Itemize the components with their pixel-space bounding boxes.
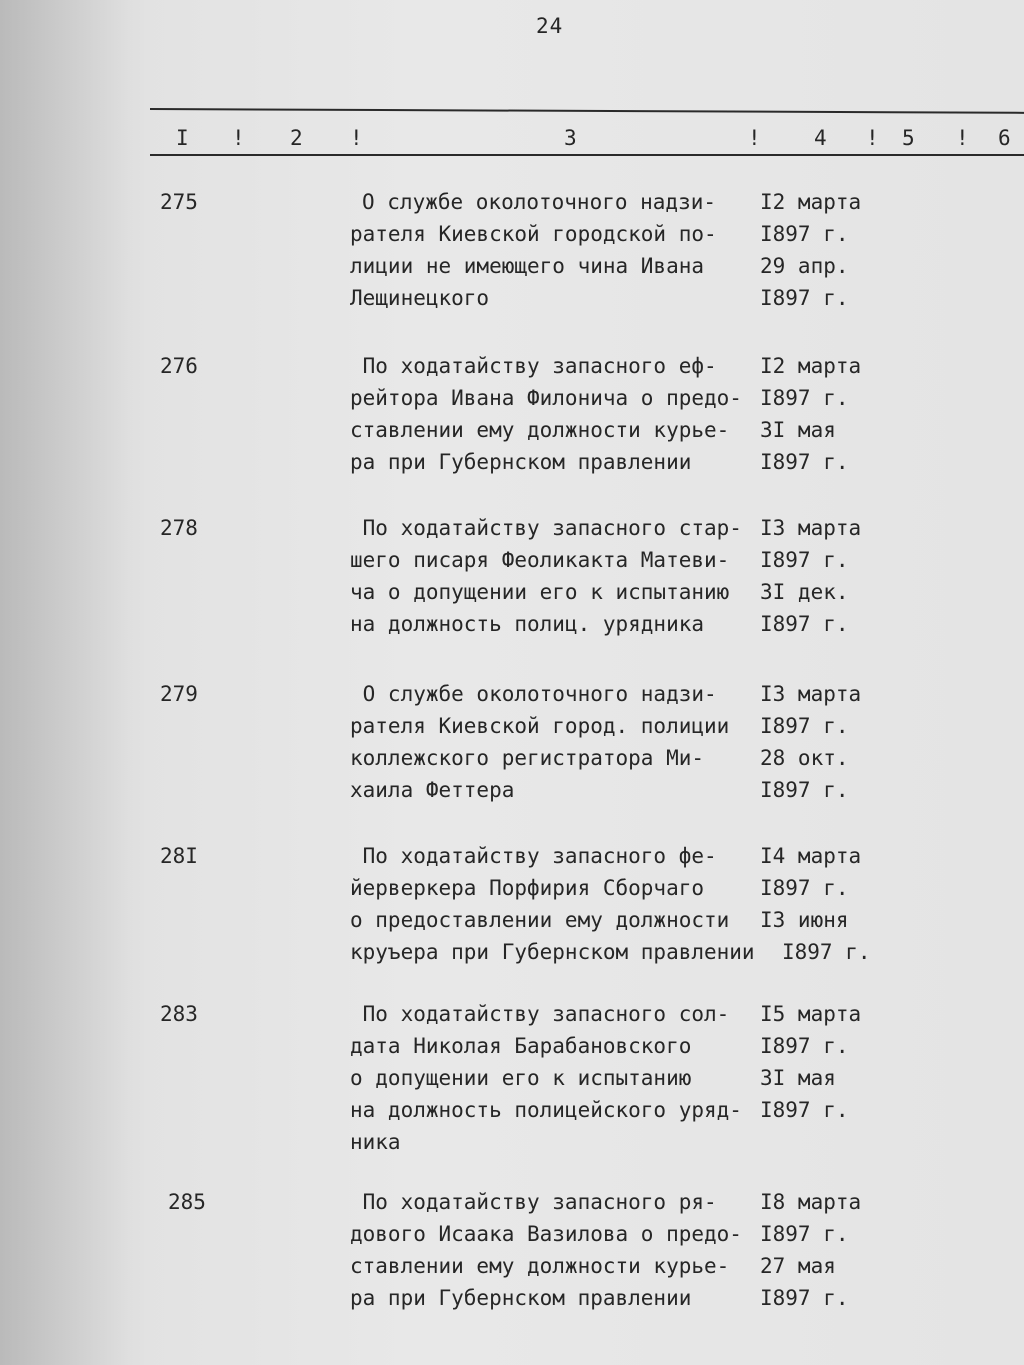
date-line: I897 г. bbox=[760, 1222, 849, 1246]
description-line: на должность полицейского уряд- bbox=[350, 1098, 742, 1122]
description-line: О службе околоточного надзи- bbox=[362, 190, 717, 214]
date-line: I897 г. bbox=[760, 548, 849, 572]
column-header-2: 2 bbox=[290, 126, 303, 150]
entry-description bbox=[350, 512, 755, 640]
description-line: ра при Губернском правлении bbox=[350, 450, 692, 474]
description-line: о допущении его к испытанию bbox=[350, 1066, 692, 1090]
description-line: шего писаря Феоликакта Матеви- bbox=[350, 548, 730, 572]
description-line: рателя Киевской городской по- bbox=[350, 222, 717, 246]
column-header-6: 6 bbox=[998, 126, 1011, 150]
date-line: 3I мая bbox=[760, 1066, 836, 1090]
date-line: I897 г. bbox=[760, 1034, 849, 1058]
column-separator: ! bbox=[350, 126, 363, 150]
entry-dates bbox=[760, 840, 871, 968]
description-line: дового Исаака Вазилова о предо- bbox=[350, 1222, 742, 1246]
description-line: По ходатайству запасного ря- bbox=[350, 1190, 717, 1214]
description-line: По ходатайству запасного еф- bbox=[350, 354, 717, 378]
description-line: коллежского регистратора Ми- bbox=[350, 746, 705, 770]
description-line: ставлении ему должности курье- bbox=[350, 1254, 730, 1278]
description-line: Лещинецкого bbox=[350, 286, 490, 310]
date-line: I3 марта bbox=[760, 516, 862, 540]
entry-number: 28I bbox=[160, 844, 198, 868]
page-number: 24 bbox=[536, 14, 564, 38]
column-separator: ! bbox=[748, 126, 761, 150]
date-line: I897 г. bbox=[760, 386, 849, 410]
entry-description bbox=[350, 186, 767, 314]
date-line: I897 г. bbox=[760, 876, 849, 900]
date-line: I897 г. bbox=[760, 222, 849, 246]
column-header-3: 3 bbox=[564, 126, 577, 150]
entry-dates bbox=[760, 678, 861, 806]
date-line: I897 г. bbox=[760, 286, 849, 310]
date-line: I3 июня bbox=[760, 908, 849, 932]
description-line: хаила Феттера bbox=[350, 778, 515, 802]
date-line: I5 марта bbox=[760, 1002, 862, 1026]
entry-dates bbox=[760, 512, 861, 640]
description-line: дата Николая Барабановского bbox=[350, 1034, 692, 1058]
entry-description bbox=[350, 350, 755, 478]
entry-description bbox=[350, 678, 755, 806]
date-line: I897 г. bbox=[760, 714, 849, 738]
column-header-1: I bbox=[176, 126, 189, 150]
date-line: 27 мая bbox=[760, 1254, 836, 1278]
description-line: ставлении ему должности курье- bbox=[350, 418, 730, 442]
column-separator: ! bbox=[866, 126, 879, 150]
description-line: на должность полиц. урядника bbox=[350, 612, 705, 636]
header-top-rule bbox=[150, 108, 1024, 114]
description-line: ча о допущении его к испытанию bbox=[350, 580, 730, 604]
date-line: 3I мая bbox=[760, 418, 836, 442]
description-line: рателя Киевской город. полиции bbox=[350, 714, 730, 738]
entry-number: 275 bbox=[160, 190, 198, 214]
date-line: 28 окт. bbox=[760, 746, 849, 770]
entry-description bbox=[350, 998, 755, 1158]
entry-number: 285 bbox=[168, 1190, 206, 1214]
entry-number: 278 bbox=[160, 516, 198, 540]
description-line: йерверкера Порфирия Сборчаго bbox=[350, 876, 705, 900]
date-line: I3 марта bbox=[760, 682, 862, 706]
column-header-5: 5 bbox=[902, 126, 915, 150]
entry-dates bbox=[760, 998, 861, 1126]
binding-gutter bbox=[0, 0, 150, 1365]
entry-number: 283 bbox=[160, 1002, 198, 1026]
date-line: I897 г. bbox=[760, 1098, 849, 1122]
description-line: о предоставлении ему должности bbox=[350, 908, 730, 932]
description-line: По ходатайству запасного сол- bbox=[350, 1002, 730, 1026]
column-separator: ! bbox=[956, 126, 969, 150]
header-bottom-rule bbox=[150, 154, 1024, 156]
entry-description bbox=[350, 840, 755, 968]
description-line: рейтора Ивана Филонича о предо- bbox=[350, 386, 742, 410]
column-separator: ! bbox=[232, 126, 245, 150]
entry-number: 276 bbox=[160, 354, 198, 378]
date-line: I897 г. bbox=[760, 612, 849, 636]
description-line: лиции не имеющего чина Ивана bbox=[350, 254, 705, 278]
entry-dates bbox=[760, 186, 861, 314]
entry-description bbox=[350, 1186, 755, 1314]
date-line: I897 г. bbox=[760, 450, 849, 474]
description-line: круъера при Губернском правлении bbox=[350, 940, 755, 964]
column-header-4: 4 bbox=[814, 126, 827, 150]
description-line: ника bbox=[350, 1130, 401, 1154]
entry-dates bbox=[760, 1186, 861, 1314]
date-line: I4 марта bbox=[760, 844, 862, 868]
description-line: ра при Губернском правлении bbox=[350, 1286, 692, 1310]
date-line: I8 марта bbox=[760, 1190, 862, 1214]
date-line: I897 г. bbox=[760, 1286, 849, 1310]
description-line: О службе околоточного надзи- bbox=[350, 682, 717, 706]
entry-number: 279 bbox=[160, 682, 198, 706]
description-line: По ходатайству запасного стар- bbox=[350, 516, 742, 540]
entry-dates bbox=[760, 350, 861, 478]
date-line: I897 г. bbox=[782, 940, 871, 964]
description-line: По ходатайству запасного фе- bbox=[350, 844, 717, 868]
date-line: 29 апр. bbox=[760, 254, 849, 278]
date-line: I2 марта bbox=[760, 354, 862, 378]
date-line: I2 марта bbox=[760, 190, 862, 214]
date-line: 3I дек. bbox=[760, 580, 849, 604]
date-line: I897 г. bbox=[760, 778, 849, 802]
